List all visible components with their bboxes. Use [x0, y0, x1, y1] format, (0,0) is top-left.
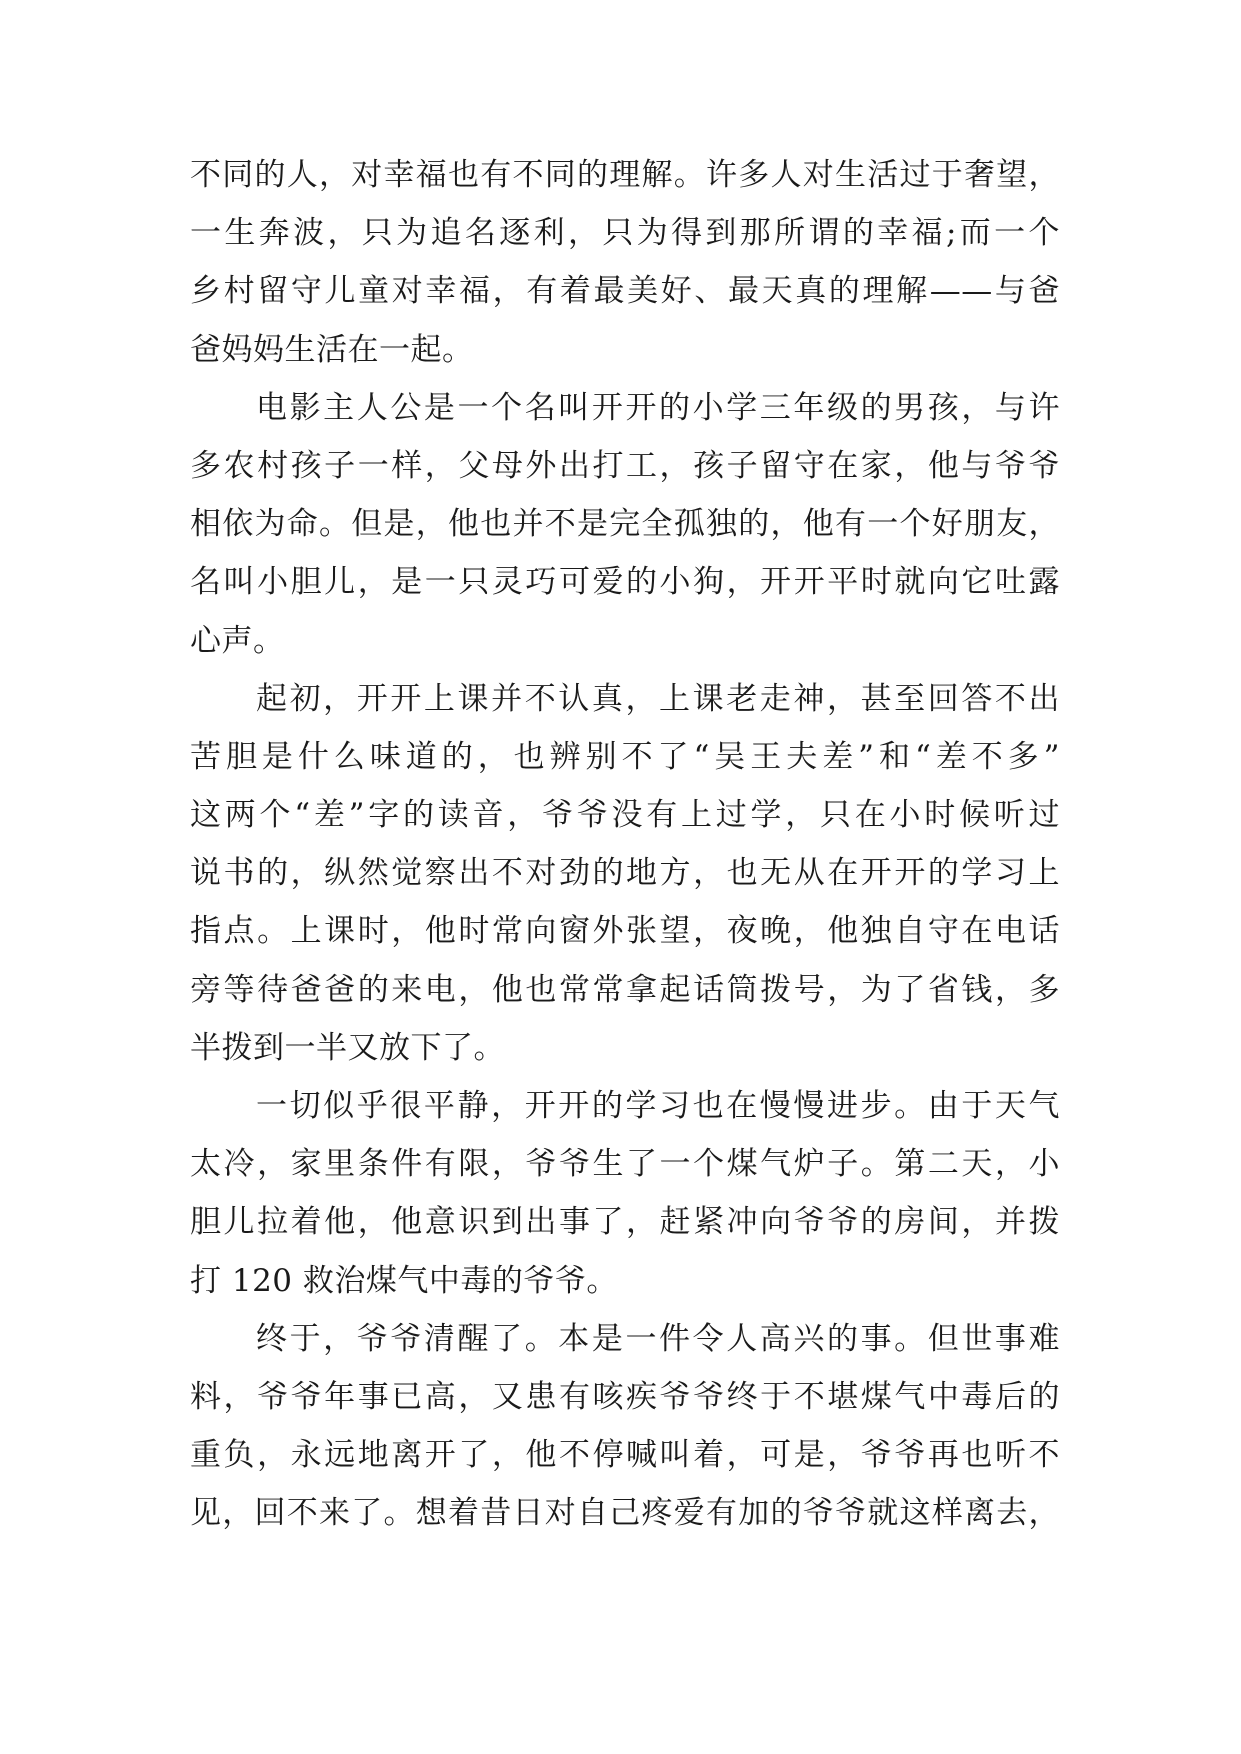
- text-line: 名叫小胆儿，是一只灵巧可爱的小狗，开开平时就向它吐露: [190, 564, 1060, 601]
- text-line: 苦胆是什么味道的，也辨别不了“吴王夫差”和“差不多”: [190, 738, 1060, 775]
- text-line: 一切似乎很平静，开开的学习也在慢慢进步。由于天气: [256, 1088, 1060, 1124]
- text-line: 说书的，纵然觉察出不对劲的地方，也无从在开开的学习上: [190, 855, 1060, 892]
- text-line: 多农村孩子一样，父母外出打工，孩子留守在家，他与爷爷: [190, 447, 1060, 484]
- text-line: 电影主人公是一个名叫开开的小学三年级的男孩，与许: [256, 389, 1060, 426]
- text-line: 见，回不来了。想着昔日对自己疼爱有加的爷爷就这样离去，: [190, 1495, 1060, 1532]
- text-line: 起初，开开上课并不认真，上课老走神，甚至回答不出: [256, 680, 1060, 717]
- text-line: 相依为命。但是，他也并不是完全孤独的，他有一个好朋友，: [190, 506, 1060, 543]
- text-line: 这两个“差”字的读音，爷爷没有上过学，只在小时候听过: [190, 797, 1060, 834]
- text-line: 一生奔波，只为追名逐利，只为得到那所谓的幸福;而一个: [190, 215, 1060, 252]
- document-body: [190, 146, 1060, 1543]
- text-line: 爸妈妈生活在一起。: [190, 331, 474, 368]
- text-line: 乡村留守儿童对幸福，有着最美好、最天真的理解——与爸: [190, 273, 1060, 310]
- text-line: 旁等待爸爸的来电，他也常常拿起话筒拨号，为了省钱，多: [190, 971, 1060, 1008]
- text-line: 料，爷爷年事已高，又患有咳疾爷爷终于不堪煤气中毒后的: [190, 1378, 1060, 1415]
- text-line: 重负，永远地离开了，他不停喊叫着，可是，爷爷再也听不: [190, 1437, 1060, 1474]
- text-line: 指点。上课时，他时常向窗外张望，夜晚，他独自守在电话: [190, 913, 1060, 950]
- text-line: 半拨到一半又放下了。: [190, 1029, 505, 1066]
- text-line: 不同的人，对幸福也有不同的理解。许多人对生活过于奢望，: [190, 157, 1060, 193]
- text-line: 终于，爷爷清醒了。本是一件令人高兴的事。但世事难: [256, 1320, 1060, 1357]
- text-line: 太冷，家里条件有限，爷爷生了一个煤气炉子。第二天，小: [190, 1146, 1060, 1183]
- text-line: 心声。: [190, 622, 285, 659]
- text-line: 打 120 救治煤气中毒的爷爷。: [190, 1262, 618, 1299]
- text-line: 胆儿拉着他，他意识到出事了，赶紧冲向爷爷的房间，并拨: [190, 1204, 1060, 1241]
